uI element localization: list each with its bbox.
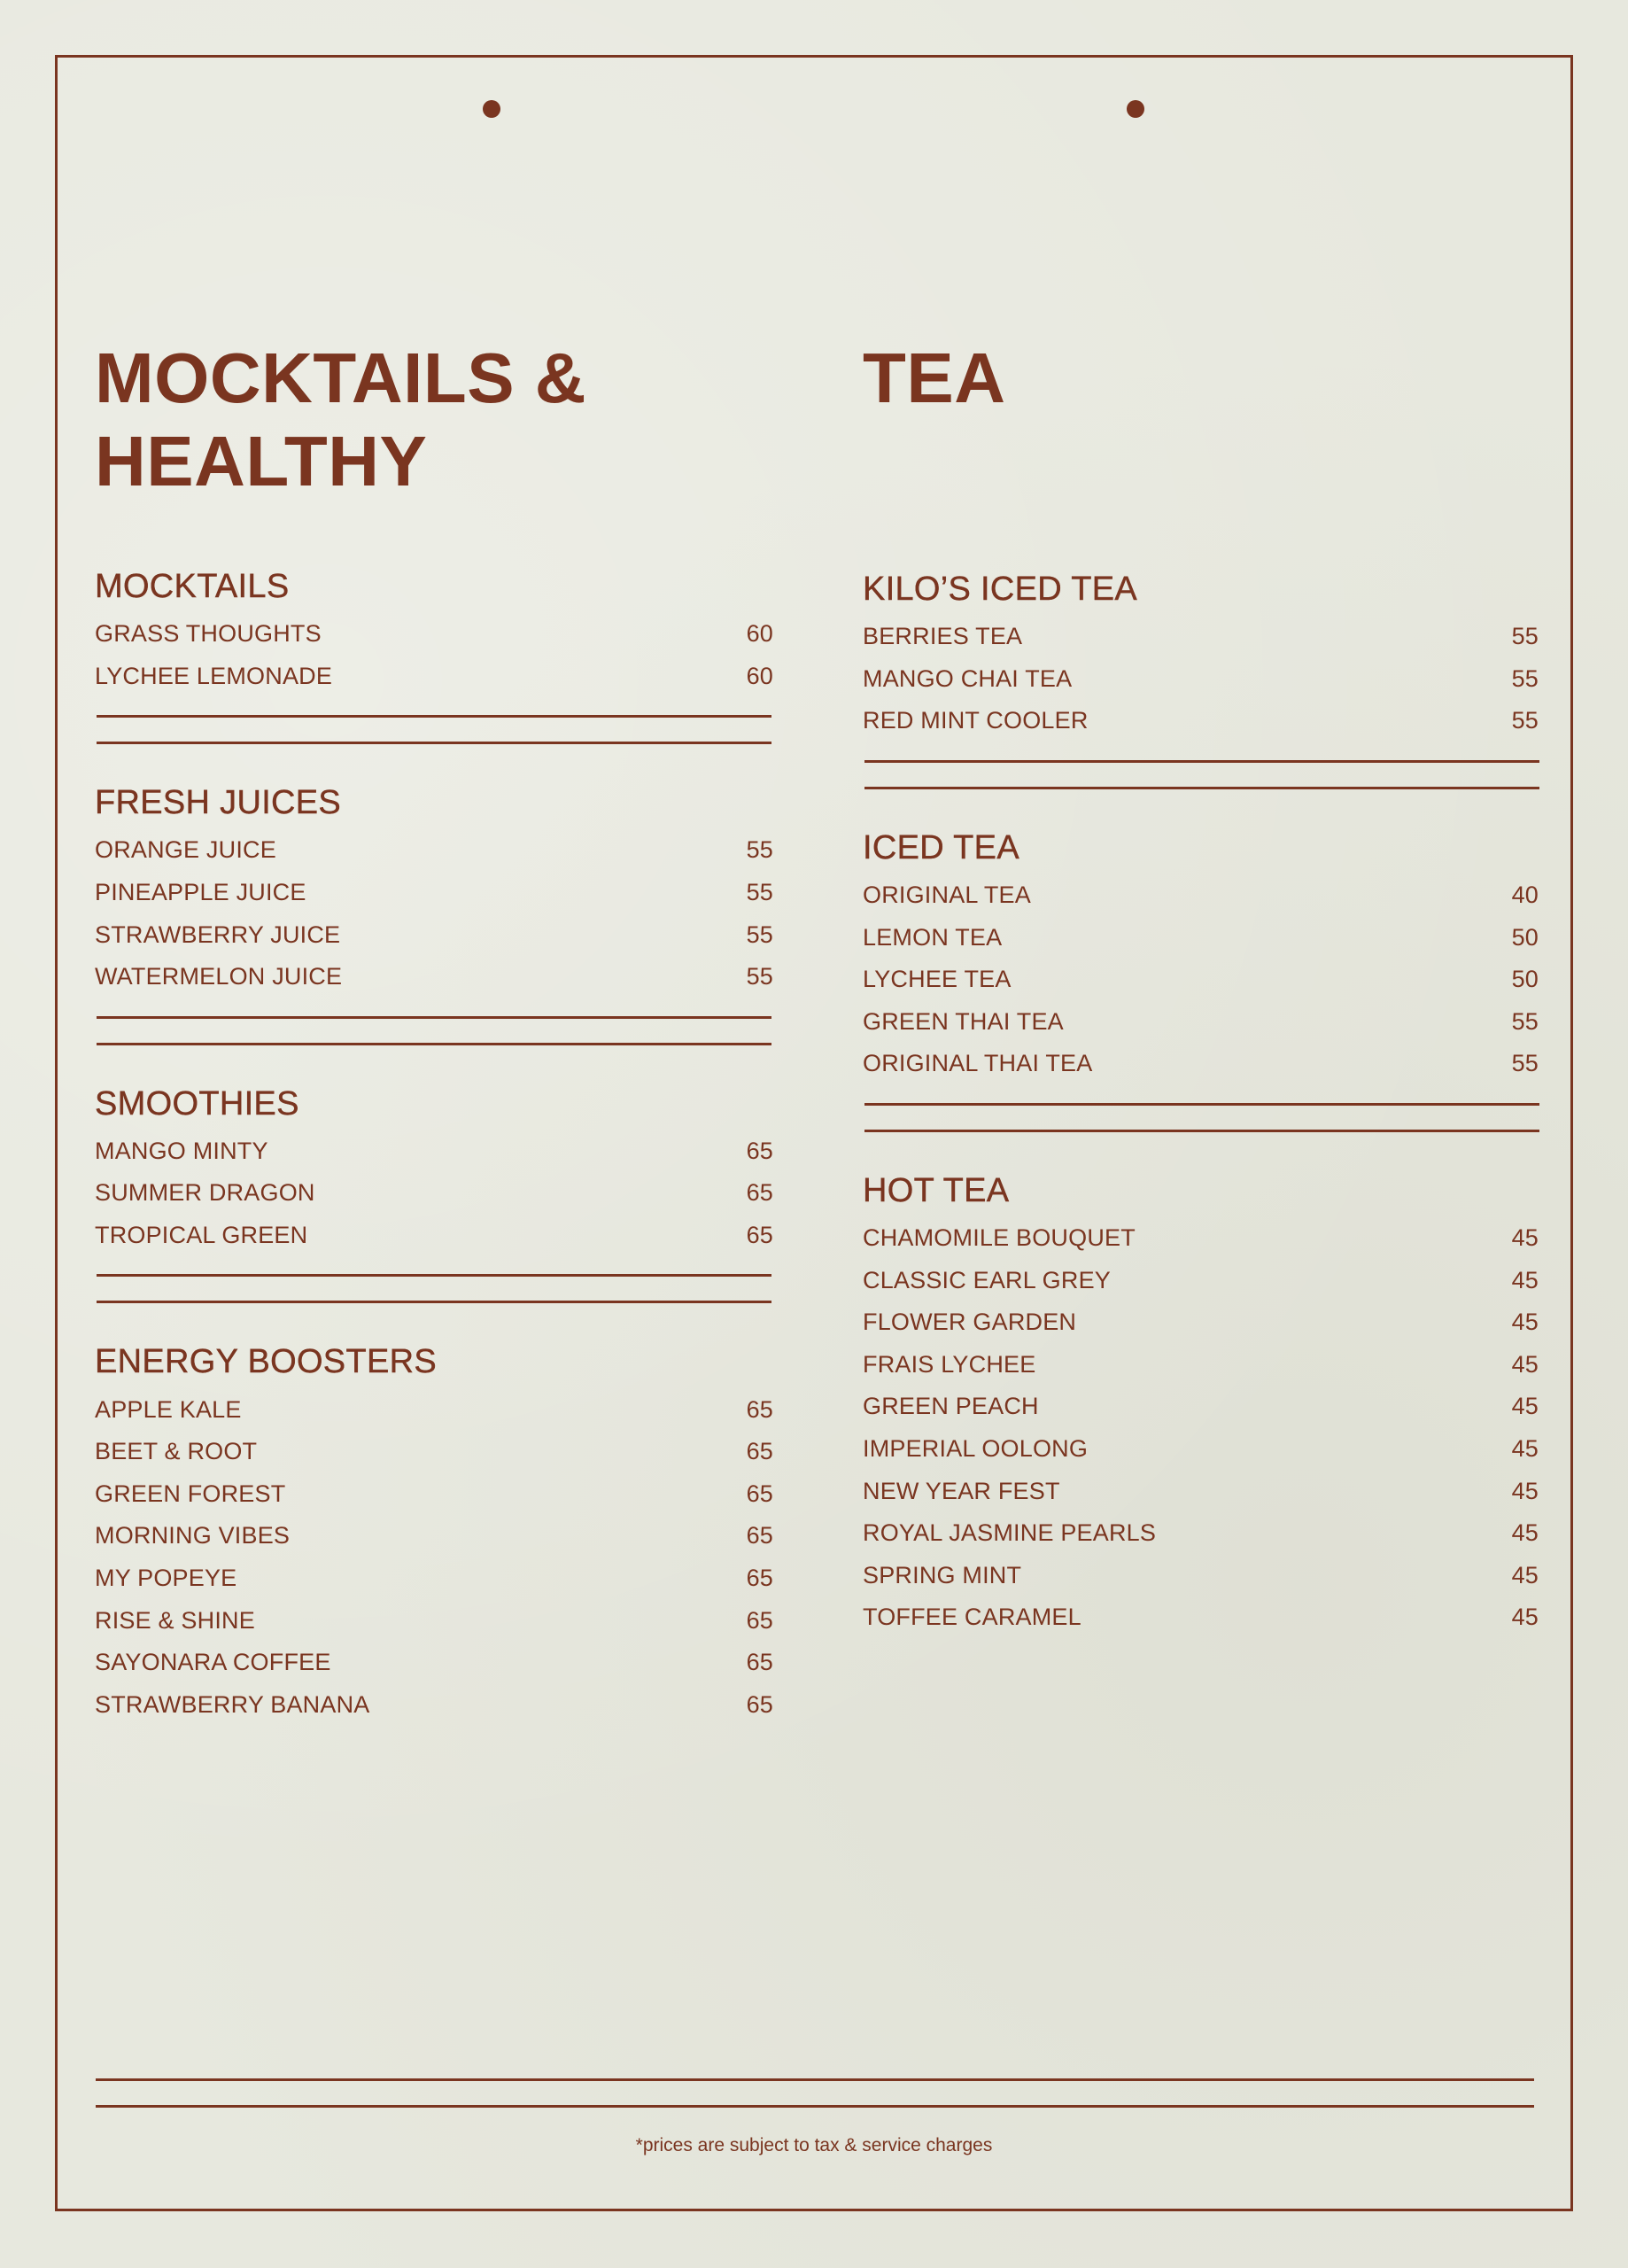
menu-section <box>95 1084 773 1304</box>
item-price: 55 <box>1511 1007 1539 1035</box>
menu-item <box>95 1515 773 1557</box>
item-price: 55 <box>1511 623 1539 650</box>
divider-line <box>864 1130 1539 1132</box>
item-price: 65 <box>746 1565 773 1592</box>
section-title: ICED TEA <box>863 828 1019 866</box>
menu-item <box>95 1557 773 1600</box>
item-price: 55 <box>746 879 773 906</box>
menu-item <box>863 874 1539 917</box>
item-name: SPRING MINT <box>863 1561 1022 1588</box>
footer-divider <box>96 2078 1534 2108</box>
menu-item <box>95 1172 773 1215</box>
item-name: MY POPEYE <box>95 1565 237 1592</box>
item-name: GREEN FOREST <box>95 1480 286 1507</box>
menu-item <box>95 1431 773 1473</box>
item-name: GREEN PEACH <box>863 1393 1039 1420</box>
menu-item <box>863 1512 1539 1555</box>
item-price: 65 <box>746 1395 773 1423</box>
item-price: 45 <box>1511 1350 1539 1378</box>
menu-item <box>95 1130 773 1173</box>
menu-section <box>863 570 1539 789</box>
section-title: FRESH JUICES <box>95 784 342 822</box>
item-price: 45 <box>1511 1435 1539 1463</box>
item-name: BERRIES TEA <box>863 623 1023 650</box>
menu-item <box>863 959 1539 1001</box>
menu-item <box>863 1428 1539 1471</box>
menu-item <box>95 1684 773 1727</box>
divider-line <box>96 2105 1534 2108</box>
menu-item <box>95 913 773 956</box>
divider-line <box>97 1301 771 1303</box>
item-name: MANGO MINTY <box>95 1137 268 1164</box>
item-name: IMPERIAL OOLONG <box>863 1435 1089 1463</box>
item-price: 65 <box>746 1137 773 1164</box>
menu-section <box>863 828 1539 1132</box>
section-divider <box>95 1016 773 1045</box>
item-price: 50 <box>1511 923 1539 951</box>
item-name: STRAWBERRY BANANA <box>95 1690 370 1718</box>
item-price: 65 <box>746 1179 773 1207</box>
divider-line <box>97 1274 771 1277</box>
item-price: 65 <box>746 1522 773 1550</box>
menu-item <box>863 916 1539 959</box>
menu-section <box>95 1342 773 1726</box>
menu-section <box>95 783 773 1045</box>
item-price: 60 <box>746 662 773 689</box>
item-name: FLOWER GARDEN <box>863 1309 1077 1336</box>
item-price: 45 <box>1511 1224 1539 1252</box>
item-price: 65 <box>746 1222 773 1249</box>
item-name: GRASS THOUGHTS <box>95 620 322 648</box>
divider-line <box>96 2078 1534 2081</box>
item-name: STRAWBERRY JUICE <box>95 920 341 948</box>
item-name: ROYAL JASMINE PEARLS <box>863 1519 1157 1547</box>
item-price: 45 <box>1511 1266 1539 1293</box>
menu-item <box>95 872 773 914</box>
menu-item <box>95 613 773 656</box>
menu-item <box>95 1599 773 1642</box>
item-name: MORNING VIBES <box>95 1522 291 1550</box>
menu-item <box>95 1388 773 1431</box>
price-footnote: *prices are subject to tax & service charges <box>635 2135 993 2155</box>
section-divider <box>863 1103 1539 1132</box>
item-name: SAYONARA COFFEE <box>95 1649 331 1676</box>
item-price: 40 <box>1511 882 1539 909</box>
menu-item <box>863 1386 1539 1428</box>
section-divider <box>95 1274 773 1303</box>
item-price: 65 <box>746 1480 773 1507</box>
menu-item <box>863 616 1539 658</box>
menu-section <box>95 567 773 744</box>
menu-item <box>863 1259 1539 1301</box>
item-name: LYCHEE LEMONADE <box>95 662 333 689</box>
title-line-2: HEALTHY <box>95 422 428 501</box>
divider-line <box>864 1103 1539 1106</box>
item-name: NEW YEAR FEST <box>863 1477 1060 1504</box>
title-line-1: MOCKTAILS & <box>95 338 587 417</box>
menu-item <box>95 656 773 698</box>
menu-item <box>863 1470 1539 1512</box>
menu-item <box>863 1217 1539 1260</box>
item-name: ORIGINAL TEA <box>863 882 1031 909</box>
item-price: 45 <box>1511 1393 1539 1420</box>
divider-line <box>97 1016 771 1019</box>
right-column <box>863 337 1539 1639</box>
menu-item <box>863 1596 1539 1639</box>
item-name: PINEAPPLE JUICE <box>95 879 306 906</box>
section-title: ENERGY BOOSTERS <box>95 1343 438 1381</box>
item-name: CLASSIC EARL GREY <box>863 1266 1111 1293</box>
item-name: TOFFEE CARAMEL <box>863 1604 1081 1631</box>
section-divider <box>863 760 1539 789</box>
item-price: 55 <box>1511 707 1539 734</box>
item-price: 45 <box>1511 1561 1539 1588</box>
menu-item <box>863 1001 1539 1044</box>
menu-item <box>95 829 773 872</box>
section-title: MOCKTAILS <box>95 568 290 605</box>
page-title-mocktails <box>95 337 773 558</box>
menu-item <box>863 1555 1539 1597</box>
divider-line <box>97 742 771 744</box>
item-name: RISE & SHINE <box>95 1606 255 1634</box>
menu-item <box>863 700 1539 742</box>
item-name: ORIGINAL THAI TEA <box>863 1050 1093 1077</box>
menu-item <box>863 1344 1539 1386</box>
right-sections <box>863 570 1539 1639</box>
item-name: LYCHEE TEA <box>863 966 1012 993</box>
item-price: 65 <box>746 1690 773 1718</box>
item-price: 45 <box>1511 1604 1539 1631</box>
item-price: 65 <box>746 1606 773 1634</box>
item-name: LEMON TEA <box>863 923 1003 951</box>
menu-item <box>95 1642 773 1684</box>
item-name: SUMMER DRAGON <box>95 1179 315 1207</box>
item-price: 45 <box>1511 1309 1539 1336</box>
section-divider <box>95 715 773 744</box>
page-title-tea <box>863 337 1539 558</box>
item-price: 55 <box>1511 664 1539 692</box>
section-title: KILO’S ICED TEA <box>863 571 1138 608</box>
menu-item <box>863 658 1539 701</box>
item-name: BEET & ROOT <box>95 1438 258 1465</box>
item-price: 55 <box>746 963 773 990</box>
left-sections <box>95 567 773 1726</box>
item-name: WATERMELON JUICE <box>95 963 343 990</box>
item-name: ORANGE JUICE <box>95 836 276 864</box>
section-title: SMOOTHIES <box>95 1084 299 1122</box>
divider-line <box>864 760 1539 763</box>
item-price: 55 <box>746 920 773 948</box>
title-line-1: TEA <box>863 338 1006 417</box>
item-name: RED MINT COOLER <box>863 707 1089 734</box>
item-price: 65 <box>746 1438 773 1465</box>
menu-item <box>863 1301 1539 1344</box>
item-name: TROPICAL GREEN <box>95 1222 308 1249</box>
menu-item <box>95 1215 773 1257</box>
item-price: 55 <box>746 836 773 864</box>
divider-line <box>864 787 1539 789</box>
item-name: CHAMOMILE BOUQUET <box>863 1224 1136 1252</box>
menu-item <box>863 1043 1539 1085</box>
item-price: 55 <box>1511 1050 1539 1077</box>
item-price: 50 <box>1511 966 1539 993</box>
item-price: 45 <box>1511 1519 1539 1547</box>
menu-section <box>863 1171 1539 1639</box>
item-name: FRAIS LYCHEE <box>863 1350 1036 1378</box>
divider-line <box>97 1043 771 1045</box>
menu-item <box>95 956 773 998</box>
item-price: 45 <box>1511 1477 1539 1504</box>
item-name: GREEN THAI TEA <box>863 1007 1064 1035</box>
section-title: HOT TEA <box>863 1171 1010 1209</box>
item-price: 65 <box>746 1649 773 1676</box>
item-price: 60 <box>746 620 773 648</box>
divider-line <box>97 715 771 718</box>
left-column <box>95 337 773 1726</box>
item-name: APPLE KALE <box>95 1395 242 1423</box>
punch-hole-left <box>483 100 500 118</box>
item-name: MANGO CHAI TEA <box>863 664 1073 692</box>
menu-item <box>95 1473 773 1516</box>
punch-hole-right <box>1127 100 1144 118</box>
